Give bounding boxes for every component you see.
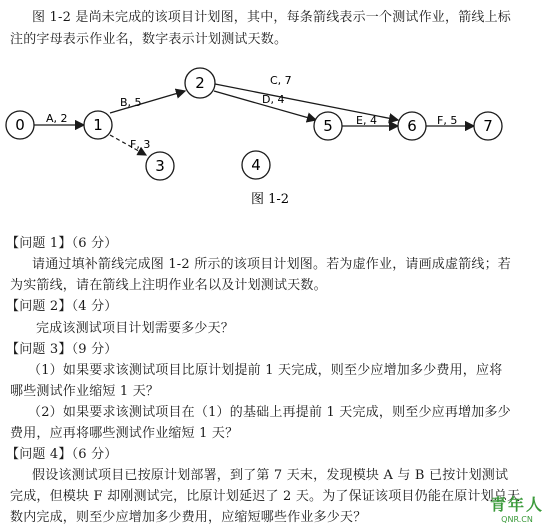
svg-text:5: 5 xyxy=(323,117,333,135)
svg-text:4: 4 xyxy=(251,156,261,174)
watermark-sub: QNR.CN xyxy=(501,515,533,524)
q1-line-2: 为实箭线，请在箭线上注明作业名以及计划测试天数。 xyxy=(10,278,327,293)
q3-title: 【问题 3】（9 分） xyxy=(6,342,118,357)
node-7 xyxy=(474,112,502,140)
edge-label-5-6: E, 4 xyxy=(356,114,377,127)
svg-text:2: 2 xyxy=(195,74,205,92)
q1-line-1: 请通过填补箭线完成图 1-2 所示的该项目计划图。若为虚作业，请画成虚箭线；若 xyxy=(32,257,511,272)
edge-label-1-3: F, 3 xyxy=(130,138,151,151)
edge-label-1-2: B, 5 xyxy=(120,96,142,109)
svg-text:7: 7 xyxy=(483,117,493,135)
q3-line-3: （2）如果要求该测试项目在（1）的基础上再提前 1 天完成，则至少应再增加多少 xyxy=(28,405,511,420)
svg-text:3: 3 xyxy=(155,157,165,175)
q2-title: 【问题 2】（4 分） xyxy=(6,299,118,314)
svg-text:1: 1 xyxy=(93,116,103,134)
q1-title: 【问题 1】（6 分） xyxy=(6,236,118,251)
node-5 xyxy=(314,112,342,140)
q4-title: 【问题 4】（6 分） xyxy=(6,447,118,462)
q3-line-1: （1）如果要求该测试项目比原计划提前 1 天完成，则至少应增加多少费用，应将 xyxy=(28,363,503,378)
node-6 xyxy=(398,112,426,140)
svg-text:6: 6 xyxy=(407,117,417,135)
q2-line-1: 完成该测试项目计划需要多少天？ xyxy=(36,321,235,336)
node-2 xyxy=(185,68,215,98)
watermark-main: 青年人 xyxy=(489,495,544,514)
node-4 xyxy=(242,151,270,179)
node-0 xyxy=(6,111,34,139)
network-diagram xyxy=(0,0,550,215)
edge-label-6-7: F, 5 xyxy=(437,114,458,127)
node-1 xyxy=(84,111,112,139)
edge-label-2-6: C, 7 xyxy=(270,74,292,87)
q4-line-1: 假设该测试项目已按原计划部署，到了第 7 天末，发现模块 A 与 B 已按计划测试 xyxy=(32,468,509,483)
svg-text:0: 0 xyxy=(15,116,25,134)
q4-line-3: 数内完成，则至少应增加多少费用，应缩短哪些作业多少天？ xyxy=(10,510,367,525)
edge-label-0-1: A, 2 xyxy=(46,112,68,125)
edge-label-2-5: D, 4 xyxy=(262,93,285,106)
watermark-logo xyxy=(490,492,544,524)
q4-line-2: 完成，但模块 F 却刚测试完，比原计划延迟了 2 天。为了保证该项目仍能在原计划总天 xyxy=(10,489,521,504)
q3-line-4: 费用，应再将哪些测试作业缩短 1 天？ xyxy=(10,426,239,441)
node-3 xyxy=(146,152,174,180)
intro-line-1: 图 1-2 是尚未完成的该项目计划图，其中，每条箭线表示一个测试作业，箭线上标 xyxy=(32,10,511,25)
intro-line-2: 注的字母表示作业名，数字表示计划测试天数。 xyxy=(10,32,288,47)
q3-line-2: 哪些测试作业缩短 1 天？ xyxy=(10,384,160,399)
figure-caption: 图 1-2 xyxy=(250,192,290,207)
